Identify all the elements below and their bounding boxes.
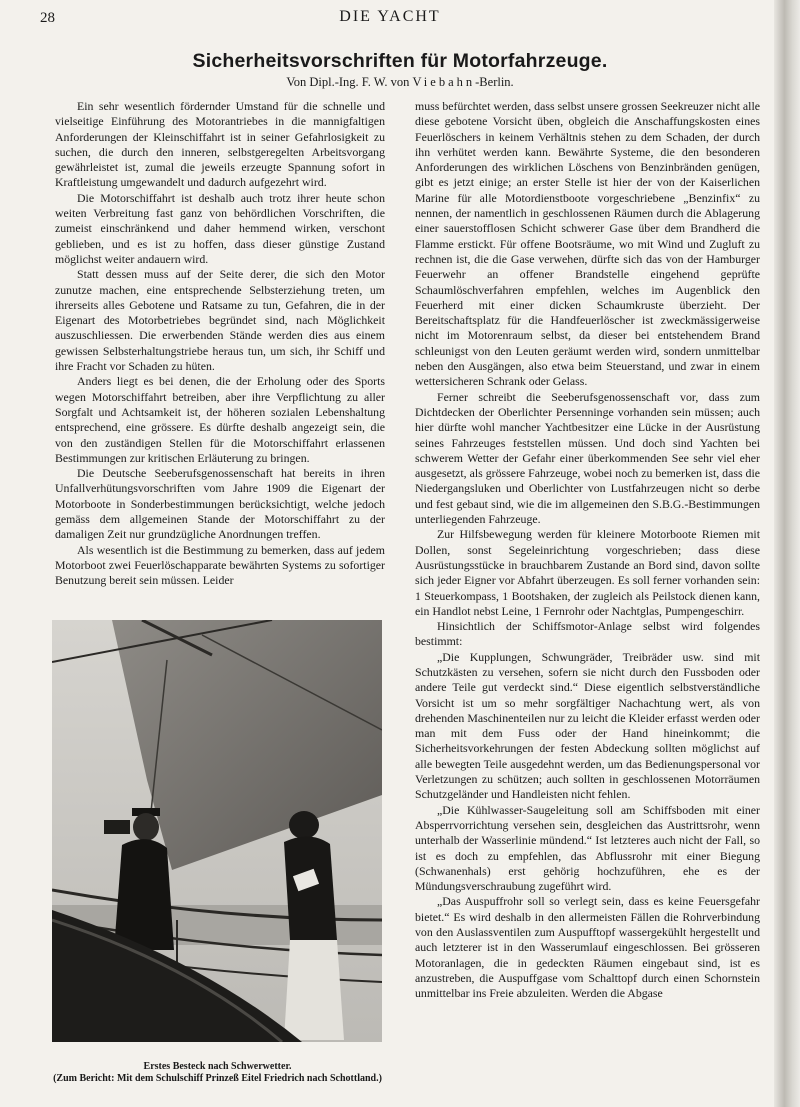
article-byline — [40, 75, 760, 90]
paragraph: Ein sehr wesentlich fördernder Umstand für die schnelle und vielseitige Einführung des Motorantriebes in die mannigfaltigen Anforderungen der Kleinschiffahrt ist in seiner Gefahrlosigkeit zu suchen, die durch den inneren, selbstgeregelten Arbeitsvorgang gewährleistet ist, zumal die jeweils erzeugte Spannung sofort in Kraftleistung umgewandelt und dadurch aufgezehrt wird. — [55, 99, 385, 190]
photo-illustration — [52, 620, 382, 1042]
paragraph: „Die Kupplungen, Schwungräder, Treibräder usw. sind mit Schutzkästen zu versehen, sofern sie nicht durch den Fussboden oder andere Teile gut verdeckt sind.“ Diese eigentlich selbstverständliche Vorsicht ist um so mehr sorgfältiger Nachachtung wert, als von drehenden Maschinenteilen nur zu leicht die Kleider erfasst werden oder man mit dem Fuss oder der Hand hineinkommt; die Sicherheitsvorkehrungen der festen Abdeckung sollten möglichst auf alle bewegten Teile ausgedehnt werden, um das Bedienungspersonal vor Verletzungen zu schützen; auch sollten in geschlossenen Motorräumen Schutzgeländer und Handleisten nicht fehlen. — [415, 649, 760, 802]
page-number: 28 — [40, 10, 55, 26]
photo-caption — [45, 1061, 390, 1085]
caption-title: Erstes Besteck nach Schwerwetter. — [143, 1061, 292, 1072]
paragraph: Die Motorschiffahrt ist deshalb auch trotz ihrer heute schon weiten Verbreitung fast ganz von behördlichen Vorschriften, die zumeist einschränkend und daher hemmend wirken, verschont geblieben, und es ist zu hoffen, dass dieser günstige Zustand möglichst weiter andauern wird. — [55, 190, 385, 266]
paragraph: Ferner schreibt die Seeberufsgenossenschaft vor, dass zum Dichtdecken der Oberlichter Persenninge vorhanden sein müssen; auch hier dürfte wohl mancher Yachtbesitzer eine Lücke in der Ausrüstung seines Fahrzeuges feststellen müssen. Und doch sind Yachten bei schwerem Wetter der Gefahr einer überkommenden See sehr viel eher ausgesetzt, als grössere Fahrzeuge, wobei noch zu bemerken ist, dass die Niedergangsluken und Oberlichter von Lustfahrzeugen nicht so derbe und fest gebaut sind, wie die im allgemeinen den S.B.G.-Bestimmungen unterliegenden Fahrzeuge. — [415, 389, 761, 527]
scan-edge-shadow — [774, 0, 800, 1107]
byline-suffix: -Berlin. — [475, 75, 514, 89]
running-title: DIE YACHT — [339, 8, 441, 25]
article-title: Sicherheitsvorschriften für Motorfahrzeuge. — [192, 50, 608, 72]
paragraph: muss befürchtet werden, dass selbst unsere grossen Seekreuzer nicht alle diese gebotene Vorsicht üben, obgleich die Anschaffungskosten eines Feuerlöschers in keinem Verhältnis stehen zu dem Schaden, der durch ihn verhütet werden kann. Bewährte Systeme, die den besonderen Anforderungen des wirklichen Löschens von Benzinbränden genügen, gibt es jetzt einige; an erster Stelle ist hier der von der Kaiserlichen Marine für alle Motordienstboote vorgeschriebene „Benzinfix“ zu nennen, der namentlich in geschlossenen Räumen durch die Ablagerung einer sauerstofflosen Schicht schwerer Gase über dem Brandherd die Flamme erstickt. Für offene Bootsräume, wo mit Wind und Zugluft zu rechnen ist, die die Gase verwehen, dürfte sich das von der Hamburger Feuerwehr an offener Brandstelle eingehend geprüfte Schaumlöschverfahren empfehlen, welches im Augenblick den Feuerherd mit einer dicken Schaumkruste überzieht. Der Bereitschaftsplatz für die Handfeuerlöscher ist zweckmässigerweise nicht im Motorenraum selbst, da dieser bei entstehendem Brand schleunigst von den Leuten geräumt werden wird, sondern unmittelbar neben den Ausgängen, also etwa beim Steuerstand, und zwar in einem wettersicheren Schrank oder Gelass. — [415, 99, 760, 389]
paragraph: „Das Auspuffrohr soll so verlegt sein, dass es keine Feuersgefahr bietet.“ Es wird deshalb in den allermeisten Fällen die Rohrverbindung von den Auslassventilen zum Auspufftopf wassergekühlt hergestellt und auch letzterer ist in den Wasserumlauf eingeschlossen. Bei grösseren Motoranlagen, die in gedeckten Räumen eingebaut sind, ist es anzustreben, die Auspuffgase vom Schalttopf durch einen Schornstein unmittelbar ins Freie abzuleiten. Werden die Abgase — [415, 894, 760, 1001]
byline-author-name: Viebahn — [412, 75, 476, 89]
paragraph: „Die Kühlwasser-Saugeleitung soll am Schiffsboden mit einer Absperrvorrichtung versehen sein, desgleichen das Austrittsrohr, wenn unterhalb der Wasserlinie mündend.“ Ist letzteres auch nicht der Fall, so ist es doch zu empfehlen, das Abflussrohr mit einer Biegung (Schwanenhals) erst gehörig hochzuführen, ehe es der Mündungsverschraubung zugeführt wird. — [415, 802, 760, 894]
paragraph: Statt dessen muss auf der Seite derer, die sich den Motor zunutze machen, eine entsprechende Selbsterziehung treten, um ihrerseits alles Gebotene und Ratsame zu tun, Gefahren, die in der Eigenart des Motorbetriebes begründet sind, nach Möglichkeit auszuschliessen. Die erwerbenden Stände werden dies aus einem gewissen Selbsterhaltungstriebe heraus tun, um sich, ihr Schiff und ihre Fracht vor Schaden zu hüten. — [55, 267, 385, 374]
paragraph: Hinsichtlich der Schiffsmotor-Anlage selbst wird folgendes bestimmt: — [415, 619, 760, 649]
left-text-column — [55, 99, 385, 589]
paragraph: Die Deutsche Seeberufsgenossenschaft hat bereits in ihren Unfallverhütungsvorschriften vom Jahre 1909 die Eigenart der Motorboote in Sonderbestimmungen berücksichtigt, welche jedoch gemäss dem allgemeinen Stande der Motorschiffahrt zu der damaligen Zeit nur grundzügliche Anordnungen treffen. — [55, 466, 385, 542]
right-text-column — [415, 99, 760, 1002]
caption-note: (Zum Bericht: Mit dem Schulschiff Prinzeß Eitel Friedrich nach Schottland.) — [53, 1073, 382, 1084]
byline-prefix: Von Dipl.-Ing. F. W. von — [286, 75, 410, 89]
paragraph: Zur Hilfsbewegung werden für kleinere Motorboote Riemen mit Dollen, sonst Segeleinrichtung vorgeschrieben; dass diese Ausrüstungsstücke in brauchbarem Zustande an Bord sind, davon sollte sich jeder Eigner vor Abfahrt überzeugen. Es soll ferner vorhanden sein: 1 Steuerkompass, 1 Bootshaken, der zugleich als Peilstock dienen kann, ein Handlot nebst Leine, 1 Fernrohr oder Nachtglas, Pumpengeschirr. — [415, 527, 760, 618]
ship-deck-photograph — [52, 620, 382, 1042]
paragraph: Anders liegt es bei denen, die der Erholung oder des Sports wegen Motorschiffahrt betreiben, aber ihre Verpflichtung zu aller Sorgfalt und Achtsamkeit ist, der höheren sozialen Lebenshaltung entsprechend, eine grössere. Es dürfte deshalb angezeigt sein, die von den zuständigen Stellen für die Motorschiffahrt erlassenen Bestimmungen zur kritischen Erläuterung zu bringen. — [55, 374, 385, 465]
paragraph: Als wesentlich ist die Bestimmung zu bemerken, dass auf jedem Motorboot zwei Feuerlöschapparate bewährten Systems zu sofortiger Benutzung bereit sein müssen. Leider — [55, 542, 385, 588]
